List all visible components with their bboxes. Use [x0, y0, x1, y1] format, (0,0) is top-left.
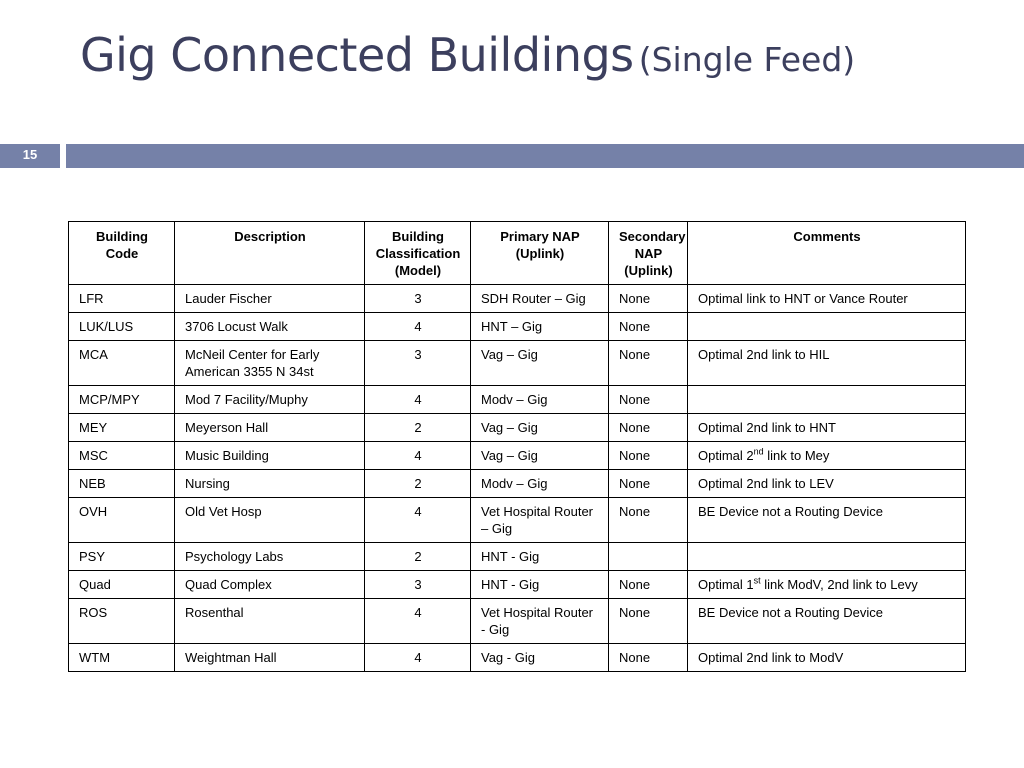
cell-secondary-nap: None: [609, 285, 688, 313]
cell-secondary-nap: None: [609, 313, 688, 341]
slide-title-sub: (Single Feed): [638, 40, 856, 79]
header-building-code: Building Code: [69, 222, 175, 285]
cell-classification: 4: [365, 498, 471, 543]
cell-secondary-nap: None: [609, 470, 688, 498]
header-bar: [66, 144, 1024, 168]
cell-primary-nap: Vag – Gig: [471, 414, 609, 442]
cell-classification: 4: [365, 313, 471, 341]
table-row: [69, 386, 966, 414]
header-classification: Building Classification (Model): [365, 222, 471, 285]
cell-primary-nap: HNT – Gig: [471, 313, 609, 341]
cell-classification: 4: [365, 386, 471, 414]
table-row: [69, 442, 966, 470]
cell-description: Music Building: [175, 442, 365, 470]
cell-building-code: WTM: [69, 644, 175, 672]
cell-secondary-nap: None: [609, 599, 688, 644]
cell-building-code: OVH: [69, 498, 175, 543]
table-row: [69, 571, 966, 599]
header-primary-nap: Primary NAP (Uplink): [471, 222, 609, 285]
cell-primary-nap: HNT - Gig: [471, 571, 609, 599]
cell-comments: [688, 470, 966, 498]
comment-text: BE Device not a Routing Device: [698, 605, 883, 620]
cell-secondary-nap: None: [609, 386, 688, 414]
table-row: [69, 313, 966, 341]
table-row: [69, 543, 966, 571]
cell-comments: [688, 386, 966, 414]
cell-secondary-nap: None: [609, 498, 688, 543]
cell-comments: [688, 313, 966, 341]
cell-secondary-nap: [609, 543, 688, 571]
cell-primary-nap: Vag - Gig: [471, 644, 609, 672]
comment-text: Optimal 2nd link to HIL: [698, 347, 830, 362]
table-row: [69, 599, 966, 644]
cell-primary-nap: Modv – Gig: [471, 386, 609, 414]
buildings-table: [68, 221, 966, 672]
table-body: [69, 285, 966, 672]
comment-text: Optimal 1: [698, 577, 754, 592]
cell-secondary-nap: None: [609, 414, 688, 442]
cell-building-code: LFR: [69, 285, 175, 313]
cell-building-code: LUK/LUS: [69, 313, 175, 341]
cell-description: McNeil Center for Early American 3355 N 34st: [175, 341, 365, 386]
comment-superscript: st: [753, 575, 761, 586]
comment-text: BE Device not a Routing Device: [698, 504, 883, 519]
comment-text: Optimal 2nd link to ModV: [698, 650, 844, 665]
cell-classification: 2: [365, 470, 471, 498]
cell-description: Mod 7 Facility/Muphy: [175, 386, 365, 414]
cell-comments: [688, 543, 966, 571]
cell-secondary-nap: None: [609, 571, 688, 599]
cell-comments: [688, 498, 966, 543]
header-secondary-nap: Secondary NAP (Uplink): [609, 222, 688, 285]
table-row: [69, 644, 966, 672]
header-comments: Comments: [688, 222, 966, 285]
cell-description: Rosenthal: [175, 599, 365, 644]
comment-text: Optimal link to HNT or Vance Router: [698, 291, 908, 306]
cell-building-code: NEB: [69, 470, 175, 498]
cell-building-code: Quad: [69, 571, 175, 599]
cell-description: Psychology Labs: [175, 543, 365, 571]
table-row: [69, 285, 966, 313]
cell-building-code: PSY: [69, 543, 175, 571]
cell-comments: [688, 414, 966, 442]
comment-text-rest: link ModV, 2nd link to Levy: [760, 577, 918, 592]
cell-secondary-nap: None: [609, 644, 688, 672]
slide-title: [80, 24, 880, 97]
cell-description: Quad Complex: [175, 571, 365, 599]
cell-description: Meyerson Hall: [175, 414, 365, 442]
slide-title-main: Gig Connected Buildings: [80, 28, 634, 82]
cell-classification: 4: [365, 644, 471, 672]
cell-building-code: MCA: [69, 341, 175, 386]
cell-building-code: MCP/MPY: [69, 386, 175, 414]
cell-description: Weightman Hall: [175, 644, 365, 672]
cell-comments: [688, 285, 966, 313]
comment-text-rest: link to Mey: [763, 448, 830, 463]
table-row: [69, 341, 966, 386]
cell-comments: [688, 644, 966, 672]
cell-classification: 4: [365, 442, 471, 470]
cell-comments: [688, 341, 966, 386]
cell-classification: 3: [365, 571, 471, 599]
cell-primary-nap: Modv – Gig: [471, 470, 609, 498]
cell-description: Nursing: [175, 470, 365, 498]
cell-primary-nap: HNT - Gig: [471, 543, 609, 571]
comment-superscript: nd: [753, 446, 764, 457]
comment-text: Optimal 2nd link to LEV: [698, 476, 834, 491]
cell-building-code: ROS: [69, 599, 175, 644]
cell-classification: 3: [365, 341, 471, 386]
cell-building-code: MEY: [69, 414, 175, 442]
cell-building-code: MSC: [69, 442, 175, 470]
cell-classification: 2: [365, 543, 471, 571]
table-header-row: [69, 222, 966, 285]
header-description: Description: [175, 222, 365, 285]
cell-comments: [688, 599, 966, 644]
cell-description: 3706 Locust Walk: [175, 313, 365, 341]
cell-primary-nap: Vag – Gig: [471, 442, 609, 470]
cell-description: Lauder Fischer: [175, 285, 365, 313]
cell-comments: [688, 571, 966, 599]
cell-comments: [688, 442, 966, 470]
table-row: [69, 414, 966, 442]
cell-classification: 3: [365, 285, 471, 313]
cell-description: Old Vet Hosp: [175, 498, 365, 543]
cell-primary-nap: Vag – Gig: [471, 341, 609, 386]
cell-primary-nap: Vet Hospital Router - Gig: [471, 599, 609, 644]
slide-number: 15: [0, 144, 60, 168]
cell-classification: 4: [365, 599, 471, 644]
comment-text: Optimal 2: [698, 448, 754, 463]
cell-secondary-nap: None: [609, 341, 688, 386]
table-row: [69, 498, 966, 543]
cell-classification: 2: [365, 414, 471, 442]
cell-primary-nap: SDH Router – Gig: [471, 285, 609, 313]
cell-primary-nap: Vet Hospital Router – Gig: [471, 498, 609, 543]
comment-text: Optimal 2nd link to HNT: [698, 420, 836, 435]
cell-secondary-nap: None: [609, 442, 688, 470]
table-row: [69, 470, 966, 498]
